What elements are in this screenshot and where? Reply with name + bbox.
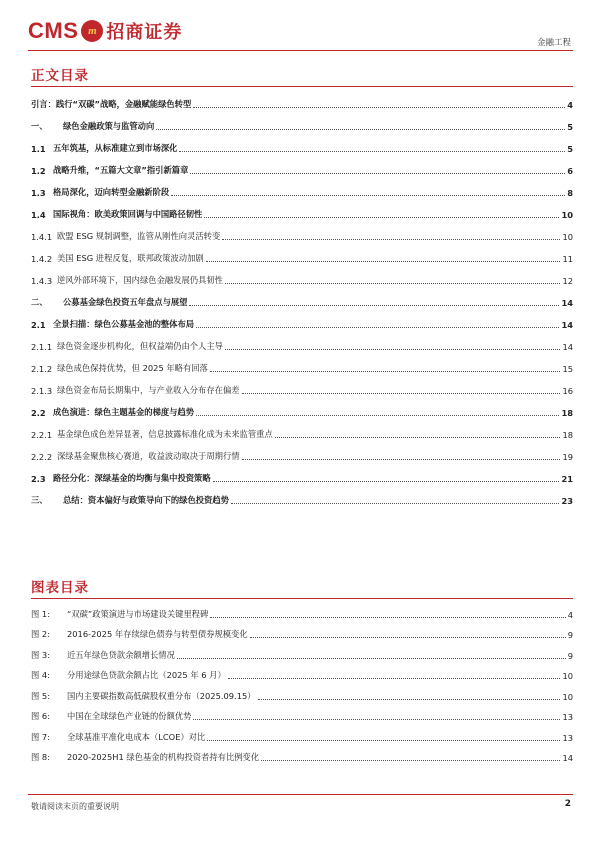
dot-leader bbox=[258, 699, 561, 700]
toc-entry[interactable] bbox=[31, 396, 573, 418]
dot-leader bbox=[193, 719, 560, 720]
dot-leader bbox=[225, 349, 560, 350]
toc-list bbox=[31, 88, 573, 506]
toc-entry[interactable] bbox=[31, 176, 573, 198]
toc-entry[interactable] bbox=[31, 352, 573, 374]
figure-entry-title: 近五年绿色贷款余额增长情况 bbox=[67, 649, 175, 660]
toc-entry-title: 基金绿色成色差异显著，信息披露标准化成为未来监管重点 bbox=[57, 429, 273, 439]
dot-leader bbox=[196, 327, 559, 328]
figure-entry-title: 全球基准平准化电成本（LCOE）对比 bbox=[67, 731, 206, 742]
figure-entry-label: 图 4: bbox=[31, 670, 51, 680]
toc-entry-number: 三、 bbox=[31, 495, 48, 505]
toc-entry-title: 绿色资金逐步机构化，但权益端仍由个人主导 bbox=[57, 341, 223, 351]
figures-title: 图表目录 bbox=[31, 580, 89, 596]
toc-entry-title: 绿色成色保持优势，但 2025 年略有回落 bbox=[57, 363, 208, 373]
figure-entry-label: 图 1: bbox=[31, 608, 51, 619]
dot-leader bbox=[204, 217, 559, 218]
figure-entry-page: 10 bbox=[562, 671, 573, 681]
figure-entry-label: 图 2: bbox=[31, 629, 51, 639]
toc-entry-page: 11 bbox=[562, 254, 573, 264]
dot-leader bbox=[225, 283, 560, 284]
toc-entry-number: 2.2.2 bbox=[31, 452, 53, 462]
dot-leader bbox=[177, 658, 566, 659]
toc-entry[interactable] bbox=[31, 242, 573, 264]
toc-entry-title: 引言：践行“双碳”战略，金融赋能绿色转型 bbox=[31, 99, 192, 109]
toc-entry[interactable] bbox=[31, 88, 573, 110]
toc-entry-number: 2.1 bbox=[31, 320, 46, 330]
toc-entry-number: 2.1.3 bbox=[31, 386, 53, 396]
dot-leader bbox=[213, 481, 560, 482]
dot-leader bbox=[156, 129, 565, 130]
figure-entry-label: 图 3: bbox=[31, 649, 51, 660]
toc-entry[interactable] bbox=[31, 110, 573, 132]
dot-leader bbox=[250, 637, 566, 638]
toc-entry-title: 成色演进：绿色主题基金的梯度与趋势 bbox=[53, 407, 195, 417]
toc-entry-title: 欧盟 ESG 规制调整，监管从刚性向灵活转变 bbox=[57, 231, 221, 241]
figure-entry-title: “双碳”政策演进与市场建设关键里程碑 bbox=[67, 608, 209, 619]
figure-entry[interactable] bbox=[31, 620, 573, 641]
toc-entry-number: 1.3 bbox=[31, 188, 46, 198]
figure-entry-page: 10 bbox=[562, 691, 573, 702]
dot-leader bbox=[193, 107, 565, 108]
dot-leader bbox=[242, 459, 561, 460]
toc-entry-number: 1.4.1 bbox=[31, 232, 53, 242]
toc-entry-title: 绿色资金布局长期集中，与产业收入分布存在偏差 bbox=[57, 385, 240, 395]
dot-leader bbox=[222, 239, 560, 240]
logo-seal-icon bbox=[81, 20, 103, 42]
toc-entry-title: 深绿基金聚焦核心赛道，收益波动取决于周期行情 bbox=[57, 451, 240, 461]
figure-entry-page: 4 bbox=[567, 609, 573, 620]
toc-entry[interactable] bbox=[31, 198, 573, 220]
toc-entry-title: 五年筑基，从标准建立到市场深化 bbox=[53, 143, 178, 153]
toc-entry-title: 公募基金绿色投资五年盘点与展望 bbox=[63, 297, 188, 307]
toc-entry[interactable] bbox=[31, 154, 573, 176]
toc-entry-number: 1.1 bbox=[31, 144, 46, 154]
dot-leader bbox=[171, 195, 565, 196]
toc-entry-title: 总结：资本偏好与政策导向下的绿色投资趋势 bbox=[63, 495, 229, 505]
figure-entry-label: 图 5: bbox=[31, 690, 51, 701]
figures-list bbox=[31, 599, 573, 763]
figure-entry[interactable] bbox=[31, 722, 573, 743]
toc-entry-title: 逆风外部环境下，国内绿色金融发展仍具韧性 bbox=[57, 275, 223, 285]
logo-cms-text: CMS bbox=[28, 18, 79, 43]
figure-entry[interactable] bbox=[31, 640, 573, 661]
toc-entry-page: 23 bbox=[561, 496, 573, 506]
figure-entry-title: 2020-2025H1 绿色基金的机构投资者持有比例变化 bbox=[67, 752, 260, 762]
page-number: 2 bbox=[564, 799, 571, 809]
header-divider bbox=[28, 50, 573, 51]
toc-entry-page: 18 bbox=[561, 408, 573, 418]
toc-entry-number: 二、 bbox=[31, 297, 48, 307]
dot-leader bbox=[228, 678, 561, 679]
figure-entry[interactable] bbox=[31, 661, 573, 682]
toc-entry-page: 18 bbox=[562, 430, 573, 440]
toc-entry[interactable] bbox=[31, 132, 573, 154]
figure-entry-page: 14 bbox=[562, 753, 573, 763]
figure-entry-page: 9 bbox=[567, 650, 573, 661]
figure-entry-page: 13 bbox=[562, 732, 573, 743]
toc-entry-page: 16 bbox=[562, 386, 573, 396]
toc-entry-number: 2.1.1 bbox=[31, 342, 53, 352]
figure-entry[interactable] bbox=[31, 681, 573, 702]
page-header bbox=[28, 14, 573, 46]
dot-leader bbox=[242, 393, 561, 394]
toc-entry[interactable] bbox=[31, 418, 573, 440]
figure-entry-label: 图 6: bbox=[31, 711, 51, 721]
dot-leader bbox=[231, 503, 560, 504]
toc-entry-number: 一、 bbox=[31, 121, 48, 131]
figure-entry[interactable] bbox=[31, 599, 573, 620]
figure-entry-title: 国内主要碳指数高低碳股权重分布（2025.09.15） bbox=[67, 690, 256, 701]
footer-divider bbox=[28, 794, 573, 795]
toc-entry[interactable] bbox=[31, 462, 573, 484]
cms-logo bbox=[28, 18, 182, 44]
toc-entry-page: 10 bbox=[562, 232, 573, 242]
toc-entry[interactable] bbox=[31, 330, 573, 352]
toc-entry-page: 10 bbox=[561, 210, 573, 220]
report-category: 金融工程 bbox=[536, 38, 571, 48]
toc-entry-number: 1.4.3 bbox=[31, 276, 53, 286]
toc-entry-page: 14 bbox=[561, 320, 573, 330]
toc-entry-page: 14 bbox=[562, 342, 573, 352]
toc-entry-title: 美国 ESG 进程反复，联邦政策波动加剧 bbox=[57, 253, 204, 263]
figure-entry-page: 13 bbox=[562, 712, 573, 722]
toc-entry-title: 全景扫描：绿色公募基金池的整体布局 bbox=[53, 319, 195, 329]
dot-leader bbox=[210, 617, 565, 618]
figure-entry[interactable] bbox=[31, 702, 573, 723]
dot-leader bbox=[190, 173, 565, 174]
dot-leader bbox=[196, 415, 559, 416]
toc-entry-number: 1.2 bbox=[31, 166, 46, 176]
toc-entry-page: 19 bbox=[562, 452, 573, 462]
toc-entry-number: 1.4 bbox=[31, 210, 46, 220]
dot-leader bbox=[189, 305, 559, 306]
toc-entry-page: 8 bbox=[567, 188, 573, 198]
toc-entry[interactable] bbox=[31, 374, 573, 396]
toc-entry[interactable] bbox=[31, 286, 573, 308]
toc-entry-page: 14 bbox=[561, 298, 573, 308]
figure-entry-page: 9 bbox=[567, 630, 573, 640]
logo-chinese-name: 招商证券 bbox=[106, 22, 183, 43]
toc-entry-number: 1.4.2 bbox=[31, 254, 53, 264]
logo-seal-glyph: m bbox=[88, 25, 97, 37]
toc-title: 正文目录 bbox=[31, 68, 89, 84]
toc-entry[interactable] bbox=[31, 264, 573, 286]
toc-entry-number: 2.2.1 bbox=[31, 430, 53, 440]
dot-leader bbox=[275, 437, 561, 438]
toc-entry-page: 4 bbox=[567, 100, 573, 110]
figure-entry-title: 中国在全球绿色产业链的份额优势 bbox=[67, 711, 192, 721]
toc-entry-number: 2.2 bbox=[31, 408, 46, 418]
toc-entry-page: 15 bbox=[562, 364, 573, 374]
toc-entry-title: 战略升维，“五篇大文章”指引新篇章 bbox=[53, 165, 189, 175]
disclaimer-note: 敬请阅读末页的重要说明 bbox=[31, 802, 119, 811]
toc-entry-title: 绿色金融政策与监管动向 bbox=[63, 121, 155, 131]
dot-leader bbox=[207, 740, 560, 741]
toc-entry-page: 6 bbox=[567, 166, 573, 176]
dot-leader bbox=[179, 151, 565, 152]
figure-entry[interactable] bbox=[31, 743, 573, 764]
toc-entry-page: 5 bbox=[567, 122, 573, 132]
dot-leader bbox=[261, 760, 560, 761]
toc-title-divider bbox=[31, 86, 573, 87]
toc-entry[interactable] bbox=[31, 308, 573, 330]
toc-entry-page: 21 bbox=[561, 474, 573, 484]
toc-entry[interactable] bbox=[31, 484, 573, 506]
figure-entry-label: 图 7: bbox=[31, 731, 51, 742]
toc-entry[interactable] bbox=[31, 440, 573, 462]
toc-entry-title: 国际视角：欧美政策回调与中国路径韧性 bbox=[53, 209, 203, 219]
dot-leader bbox=[210, 371, 561, 372]
toc-entry-title: 路径分化：深绿基金的均衡与集中投资策略 bbox=[53, 473, 211, 483]
toc-entry-title: 格局深化，迈向转型金融新阶段 bbox=[53, 187, 170, 197]
toc-entry-page: 12 bbox=[562, 276, 573, 286]
figure-entry-title: 2016-2025 年存续绿色债券与转型债券规模变化 bbox=[67, 629, 248, 639]
toc-entry-number: 2.1.2 bbox=[31, 364, 53, 374]
toc-entry-page: 5 bbox=[567, 144, 573, 154]
figure-entry-title: 分用途绿色贷款余额占比（2025 年 6 月） bbox=[67, 670, 226, 680]
toc-entry-number: 2.3 bbox=[31, 474, 46, 484]
toc-entry[interactable] bbox=[31, 220, 573, 242]
figure-entry-label: 图 8: bbox=[31, 752, 51, 762]
dot-leader bbox=[206, 261, 561, 262]
